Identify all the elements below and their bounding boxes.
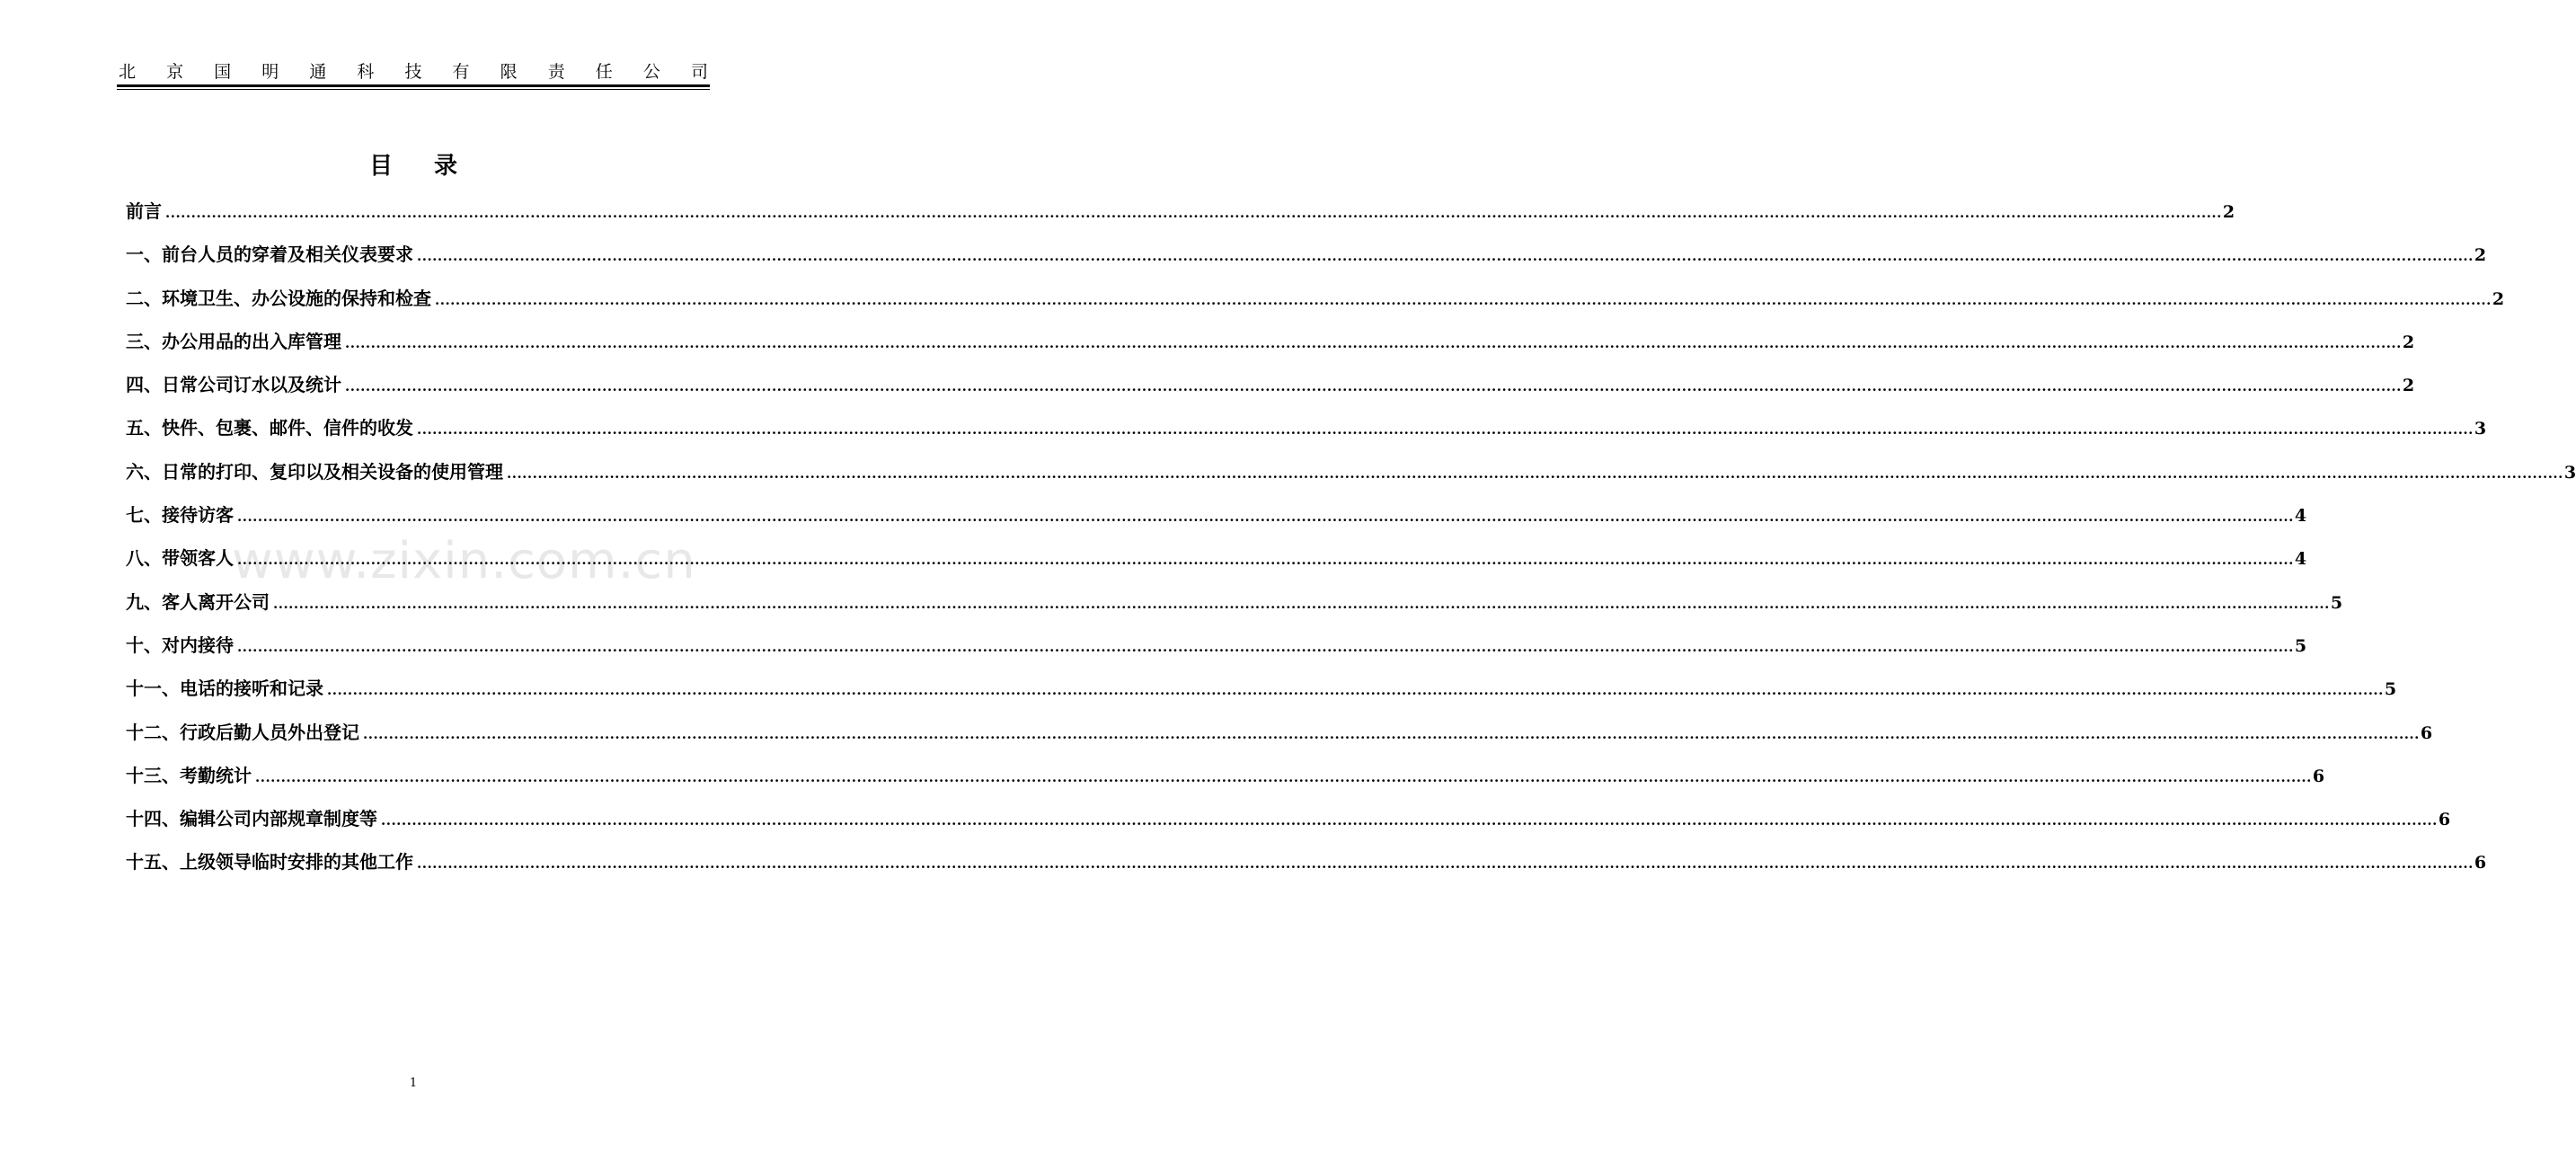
watermark: www.zixin.com.cn xyxy=(232,532,696,590)
header-char: 明 xyxy=(261,62,279,82)
toc-entry-page: 3 xyxy=(2563,462,2576,483)
toc-dot-leader: ................................................................................................................................................................................................................................................................................................................................................................................................................ xyxy=(273,595,2330,612)
header-char: 技 xyxy=(404,62,422,82)
toc-entry-label: 六、日常的打印、复印以及相关设备的使用管理 xyxy=(126,460,503,483)
toc-entry-label: 七、接待访客 xyxy=(126,504,234,527)
toc-entry[interactable] xyxy=(126,845,2487,888)
toc-dot-leader: ................................................................................................................................................................................................................................................................................................................................................................................................................ xyxy=(237,638,2294,655)
toc-entry[interactable] xyxy=(126,715,2433,758)
toc-entry-page: 2 xyxy=(2402,376,2415,396)
toc-dot-leader: ................................................................................................................................................................................................................................................................................................................................................................................................................ xyxy=(435,291,2492,308)
page-number: 1 xyxy=(409,1077,418,1090)
toc-entry-label: 十二、行政后勤人员外出登记 xyxy=(126,721,359,743)
toc-entry-label: 五、快件、包裹、邮件、信件的收发 xyxy=(126,417,413,439)
page-header xyxy=(119,59,708,84)
toc-entry-page: 6 xyxy=(2474,853,2487,873)
header-char: 通 xyxy=(309,62,327,82)
toc-entry[interactable] xyxy=(126,628,2307,671)
toc-dot-leader: ................................................................................................................................................................................................................................................................................................................................................................................................................ xyxy=(327,682,2384,699)
toc-entry-label: 三、办公用品的出入库管理 xyxy=(126,330,341,352)
toc-entry-label: 八、带领客人 xyxy=(126,547,234,570)
toc-dot-leader: ................................................................................................................................................................................................................................................................................................................................................................................................................ xyxy=(381,812,2438,829)
toc-entry-label: 前言 xyxy=(126,200,162,222)
toc-entry-page: 4 xyxy=(2294,506,2307,527)
header-rule-thin xyxy=(117,89,710,90)
toc-entry-page: 6 xyxy=(2438,810,2451,830)
toc-entry-label: 九、客人离开公司 xyxy=(126,590,270,613)
toc-entry[interactable] xyxy=(126,194,2235,237)
toc-entry-label: 十三、考勤统计 xyxy=(126,764,252,786)
toc-entry-label: 四、日常公司订水以及统计 xyxy=(126,374,341,396)
toc-entry[interactable] xyxy=(126,758,2325,802)
header-char: 责 xyxy=(547,62,565,82)
toc-dot-leader: ................................................................................................................................................................................................................................................................................................................................................................................................................ xyxy=(165,205,2222,221)
toc-dot-leader: ................................................................................................................................................................................................................................................................................................................................................................................................................ xyxy=(255,768,2312,785)
header-char: 公 xyxy=(642,62,660,82)
header-char: 国 xyxy=(214,62,232,82)
toc-entry[interactable] xyxy=(126,237,2487,280)
header-char: 司 xyxy=(690,62,708,82)
toc-entry-page: 2 xyxy=(2474,245,2487,266)
toc-title: 目录 xyxy=(368,153,499,180)
toc-entry[interactable] xyxy=(126,455,2576,498)
toc-dot-leader: ................................................................................................................................................................................................................................................................................................................................................................................................................ xyxy=(237,509,2294,526)
toc-entry-page: 6 xyxy=(2312,766,2325,786)
toc-entry[interactable] xyxy=(126,411,2487,454)
toc-entry-page: 6 xyxy=(2420,722,2433,743)
toc-entry[interactable] xyxy=(126,671,2397,714)
toc-dot-leader: ................................................................................................................................................................................................................................................................................................................................................................................................................ xyxy=(363,725,2420,742)
toc-dot-leader: ................................................................................................................................................................................................................................................................................................................................................................................................................ xyxy=(345,334,2402,351)
toc-entry-page: 2 xyxy=(2492,288,2505,309)
toc-entry-label: 二、环境卫生、办公设施的保持和检查 xyxy=(126,287,431,309)
toc-dot-leader: ................................................................................................................................................................................................................................................................................................................................................................................................................ xyxy=(417,855,2474,873)
toc-entry-page: 5 xyxy=(2330,592,2343,613)
toc-dot-leader: ................................................................................................................................................................................................................................................................................................................................................................................................................ xyxy=(237,552,2294,569)
toc-entry-page: 5 xyxy=(2294,635,2307,656)
toc-entry-page: 4 xyxy=(2294,549,2307,570)
toc-entry-page: 5 xyxy=(2384,679,2397,700)
toc-entry[interactable] xyxy=(126,281,2505,324)
toc-entry-page: 2 xyxy=(2402,332,2415,352)
toc-entry[interactable] xyxy=(126,585,2343,628)
toc-entry-label: 十一、电话的接听和记录 xyxy=(126,678,323,700)
toc-dot-leader: ................................................................................................................................................................................................................................................................................................................................................................................................................ xyxy=(417,248,2474,265)
toc-dot-leader: ................................................................................................................................................................................................................................................................................................................................................................................................................ xyxy=(417,421,2474,439)
toc-entry-label: 一、前台人员的穿着及相关仪表要求 xyxy=(126,244,413,266)
toc-dot-leader: ................................................................................................................................................................................................................................................................................................................................................................................................................ xyxy=(345,378,2402,395)
toc-entry[interactable] xyxy=(126,802,2451,845)
toc-entry-page: 2 xyxy=(2222,202,2235,222)
toc-entry-label: 十、对内接待 xyxy=(126,634,234,656)
toc-entry[interactable] xyxy=(126,368,2415,411)
toc-entry-label: 十四、编辑公司内部规章制度等 xyxy=(126,808,377,830)
header-char: 科 xyxy=(357,62,375,82)
toc-entry[interactable] xyxy=(126,324,2415,368)
header-char: 任 xyxy=(595,62,613,82)
toc-entry-label: 十五、上级领导临时安排的其他工作 xyxy=(126,851,413,873)
header-rule-thick xyxy=(117,84,710,87)
header-char: 限 xyxy=(500,62,518,82)
header-char: 有 xyxy=(452,62,470,82)
header-char: 北 xyxy=(119,62,137,82)
toc-dot-leader: ................................................................................................................................................................................................................................................................................................................................................................................................................ xyxy=(507,465,2563,482)
header-char: 京 xyxy=(166,62,184,82)
toc-entry-page: 3 xyxy=(2474,419,2487,439)
